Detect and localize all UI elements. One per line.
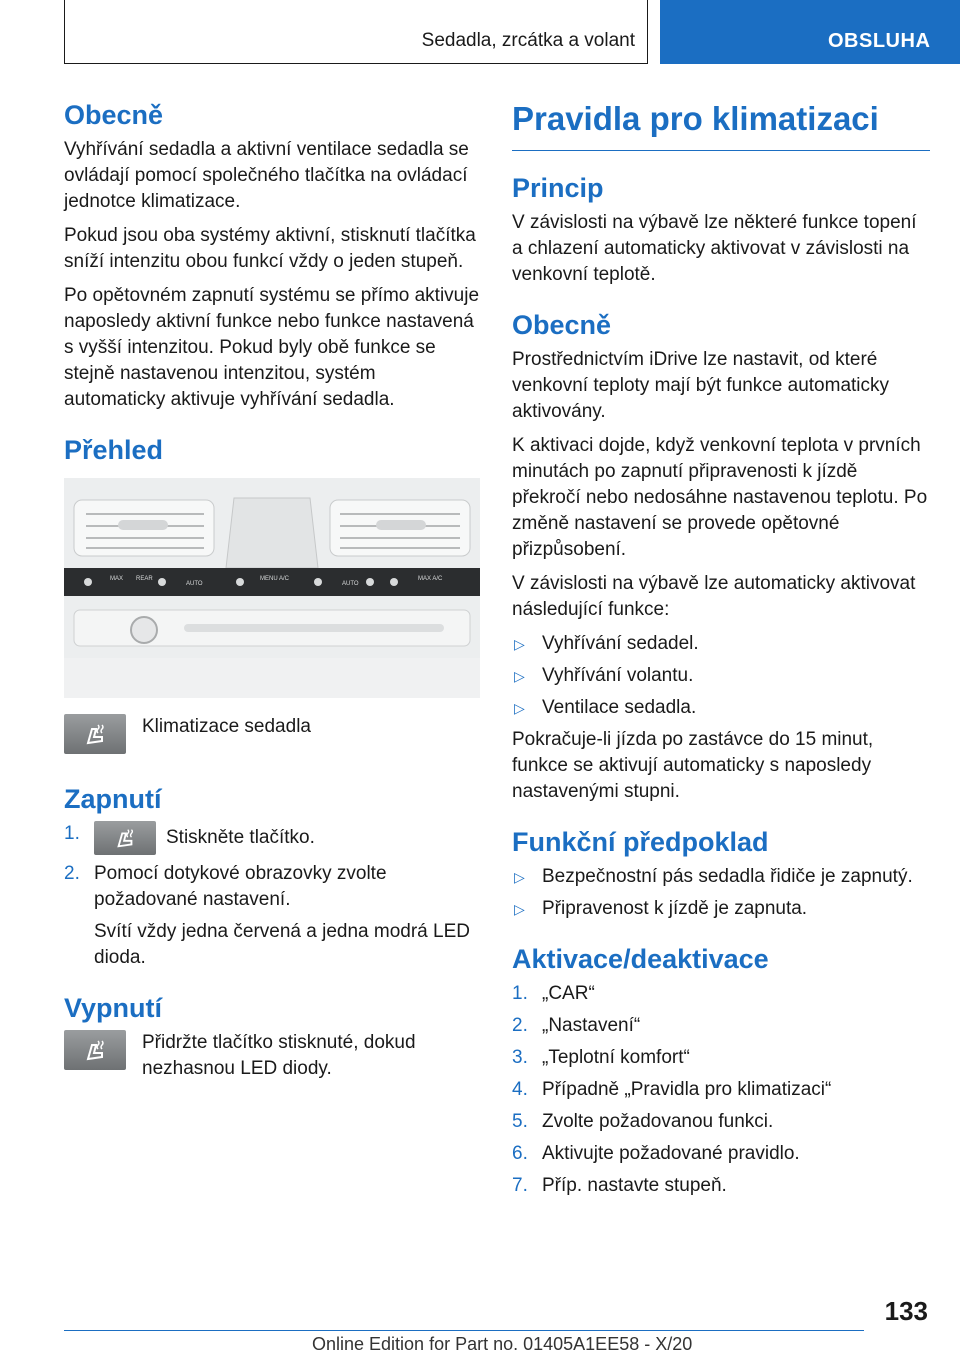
climate-panel-photo	[64, 478, 480, 698]
seat-climate-button-icon	[64, 714, 126, 754]
seat-climate-button-icon-off	[64, 1030, 126, 1070]
obecne-paragraph-2: Pokud jsou oba systémy aktivní, stisknutí tlačítka sníží intenzitu obou funkcí vždy o jeden stupeň.	[64, 225, 476, 272]
footer-edition: Online Edition for Part no. 01405A1EE58 - X/20	[312, 1334, 693, 1354]
header-title: Sedadla, zrcátka a volant	[421, 30, 635, 51]
seat-climate-legend	[64, 714, 482, 754]
list-item: 5. Zvolte požadovanou funkci.	[512, 1111, 774, 1132]
triangle-bullet-icon: ▷	[514, 700, 525, 716]
obecne-right-paragraph-4: Pokračuje-li jízda po zastávce do 15 minut, funkce se aktivují automaticky s naposledy nastavenými stupni.	[512, 729, 874, 802]
obecne-paragraph-3: Po opětovném zapnutí systému se přímo aktivuje naposledy aktivní funkce nebo funkce nastavená s vyšší intenzitou. Pokud byly obě funkce se stejně nastavenou intenzitou, systém automaticky aktivuje vyhřívání sedadla.	[64, 285, 480, 410]
triangle-bullet-icon: ▷	[514, 668, 525, 684]
panel-label-menu: MENU A/C	[260, 576, 290, 582]
aktivace-heading: Aktivace/deaktivace	[512, 944, 769, 974]
triangle-bullet-icon: ▷	[514, 901, 525, 917]
predpoklad-list	[512, 864, 930, 922]
obecne-right-heading: Obecně	[512, 310, 612, 340]
panel-label-auto: AUTO	[186, 581, 203, 587]
triangle-bullet-icon: ▷	[514, 636, 525, 652]
list-item: 3. „Teplotní komfort“	[512, 1047, 690, 1068]
list-item: 7. Příp. nastavte stupeň.	[512, 1175, 727, 1196]
obecne-right-paragraph-2: K aktivaci dojde, když venkovní teplota v prvních minutách po zapnutí připravenosti k jízdě překročí nebo nedosáhne nastavenou teplotu. Po změně nastavení se provede opětovné přizpůsobení.	[512, 435, 928, 560]
main-heading: Pravidla pro klimatizaci	[512, 100, 930, 151]
section-tab-label: OBSLUHA	[828, 30, 931, 52]
obecne-right-paragraph-3: V závislosti na výbavě lze automaticky aktivovat následující funkce:	[512, 573, 916, 620]
zapnuti-step-2: 2. Pomocí dotykové obrazovky zvolte požadované nastavení.	[64, 863, 387, 910]
list-item: ▷ Vyhřívání sedadel.	[512, 631, 930, 657]
list-item: ▷ Bezpečnostní pás sedadla řidiče je zapnutý.	[512, 864, 930, 890]
header-box	[64, 0, 648, 64]
zapnuti-heading: Zapnutí	[64, 784, 162, 814]
panel-label-max-ac: MAX A/C	[418, 576, 443, 582]
prehled-heading: Přehled	[64, 435, 164, 465]
obecne-right-paragraph-1: Prostřednictvím iDrive lze nastavit, od které venkovní teploty mají být funkce automaticky aktivovány.	[512, 349, 890, 422]
zapnuti-note: Svítí vždy jedna červená a jedna modrá LED dioda.	[94, 921, 470, 968]
vypnuti-text: Přidržte tlačítko stisknuté, dokud nezhasnou LED diody.	[142, 1032, 416, 1079]
aktivace-steps	[512, 981, 930, 1199]
list-item: ▷ Vyhřívání volantu.	[512, 663, 930, 689]
princip-heading: Princip	[512, 173, 604, 203]
panel-label-auto-2: AUTO	[342, 581, 359, 587]
zapnuti-step-1: 1. Stiskněte tlačítko.	[64, 821, 482, 855]
page-number: 133	[884, 1296, 928, 1326]
princip-paragraph: V závislosti na výbavě lze některé funkce topení a chlazení automaticky aktivovat v závislosti na venkovní teplotě.	[512, 212, 917, 285]
seat-climate-caption: Klimatizace sedadla	[142, 716, 311, 737]
panel-label-max: MAX	[110, 576, 124, 582]
list-item: 6. Aktivujte požadované pravidlo.	[512, 1143, 800, 1164]
vypnuti-instruction	[64, 1030, 482, 1082]
right-column	[512, 100, 930, 1205]
triangle-bullet-icon: ▷	[514, 869, 525, 885]
seat-climate-button-icon-inline	[94, 821, 156, 855]
zapnuti-steps	[64, 821, 482, 913]
predpoklad-heading: Funkční předpoklad	[512, 827, 769, 857]
section-tab	[660, 0, 960, 64]
obecne-paragraph-1: Vyhřívání sedadla a aktivní ventilace sedadla se ovládají pomocí společného tlačítka na ovládací jednotce klimatizace.	[64, 139, 469, 212]
list-item: ▷ Připravenost k jízdě je zapnuta.	[512, 896, 930, 922]
function-list	[512, 631, 930, 721]
vypnuti-heading: Vypnutí	[64, 993, 162, 1023]
list-item: ▷ Ventilace sedadla.	[512, 695, 930, 721]
climate-panel-illustration	[64, 478, 480, 698]
list-item: 4. Případně „Pravidla pro klimatizaci“	[512, 1079, 832, 1100]
list-item: 2. „Nastavení“	[512, 1015, 641, 1036]
panel-label-rear: REAR	[136, 576, 153, 582]
obecne-heading: Obecně	[64, 100, 164, 130]
footer-rule	[64, 1330, 864, 1331]
left-column	[64, 100, 482, 1092]
list-item: 1. „CAR“	[512, 983, 595, 1004]
